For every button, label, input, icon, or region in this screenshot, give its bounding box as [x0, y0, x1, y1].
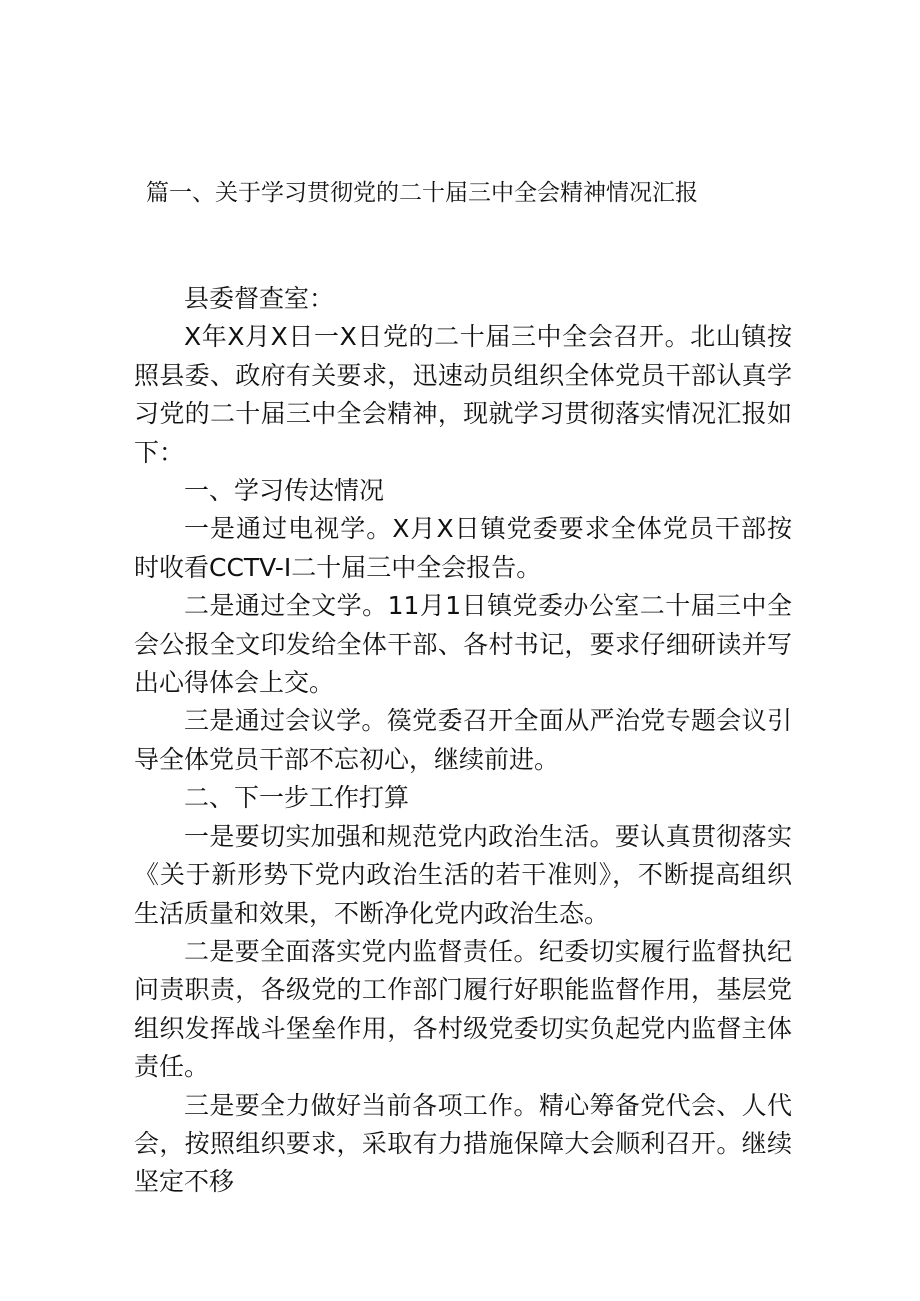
paragraph-current-work: 三是要全力做好当前各项工作。精心筹备党代会、人代会，按照组织要求，采取有力措施保障大会顺利召开。继续坚定不移 — [134, 1090, 792, 1197]
document-title: 篇一、关于学习贯彻党的二十届三中全会精神情况汇报 — [146, 180, 698, 206]
paragraph-fulltext-study: 二是通过全文学。11月1日镇党委办公室二十届三中全会公报全文印发给全体干部、各村书记，要求仔细研读并写出心得体会上交。 — [134, 591, 792, 698]
section-heading-next-steps: 二、下一步工作打算 — [184, 783, 410, 813]
paragraph-political-life: 一是要切实加强和规范党内政治生活。要认真贯彻落实《关于新形势下党内政治生活的若干准则》，不断提高组织生活质量和效果，不断净化党内政治生态。 — [134, 821, 792, 928]
paragraph-supervision: 二是要全面落实党内监督责任。纪委切实履行监督执纪问责职责，各级党的工作部门履行好职能监督作用，基层党组织发挥战斗堡垒作用，各村级党委切实负起党内监督主体责任。 — [134, 936, 792, 1082]
paragraph-tv-study: 一是通过电视学。X月X日镇党委要求全体党员干部按时收看CCTV-I二十届三中全会报告。 — [134, 514, 792, 582]
paragraph-intro: X年X月X日一X日党的二十届三中全会召开。北山镇按照县委、政府有关要求，迅速动员组织全体党员干部认真学习党的二十届三中全会精神，现就学习贯彻落实情况汇报如下： — [134, 322, 792, 467]
paragraph-meeting-study: 三是通过会议学。篌党委召开全面从严治党专题会议引导全体党员干部不忘初心，继续前进。 — [134, 706, 792, 774]
salutation: 县委督查室： — [184, 284, 335, 313]
section-heading-study: 一、学习传达情况 — [184, 476, 385, 506]
document-body — [134, 280, 792, 1202]
